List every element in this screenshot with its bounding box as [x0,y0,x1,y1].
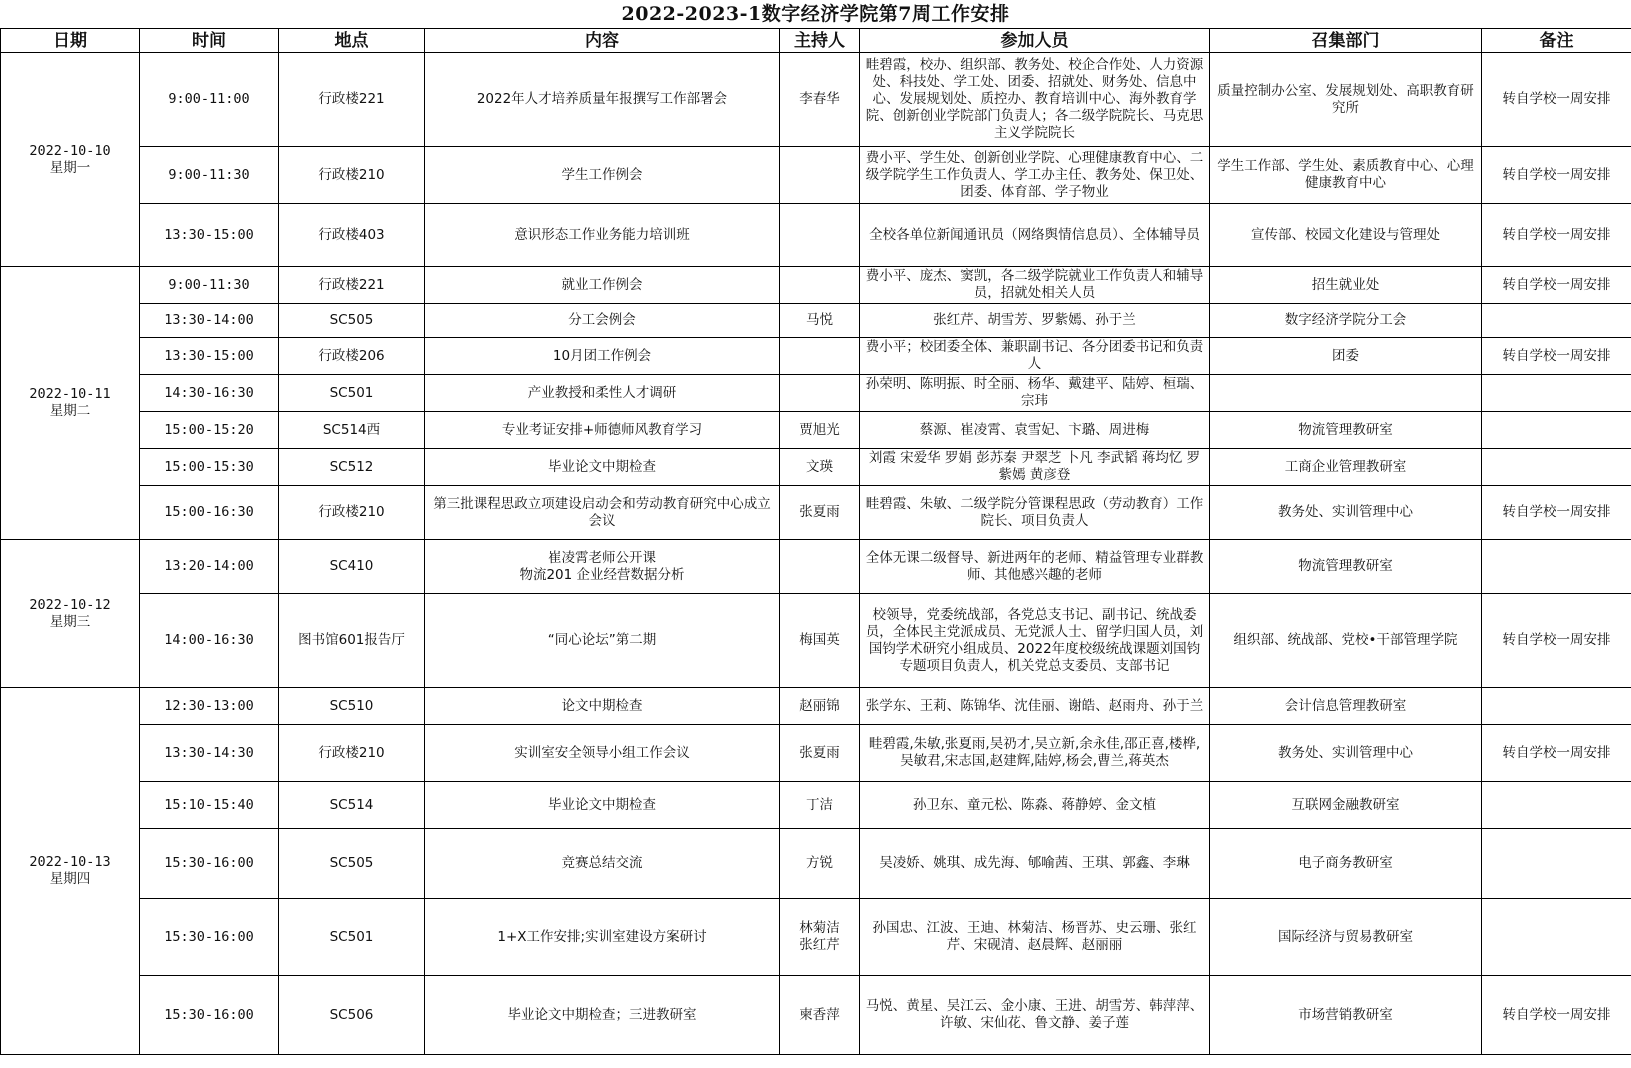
dept-cell: 市场营销教研室 [1210,976,1482,1055]
note-cell [1482,304,1631,338]
place-cell: SC512 [279,449,425,486]
content-cell: 毕业论文中期检查 [425,782,780,829]
place-cell: SC410 [279,540,425,594]
table-row [1,53,1631,147]
table-row [1,976,1631,1055]
day-date: 2022-10-12 [29,596,111,613]
content-cell: 就业工作例会 [425,267,780,304]
dept-cell: 物流管理教研室 [1210,540,1482,594]
host-cell: 贾旭光 [780,412,860,449]
place-cell: SC510 [279,688,425,725]
note-cell: 转自学校一周安排 [1482,725,1631,782]
host-cell: 林菊洁 张红芹 [780,899,860,976]
content-cell: 意识形态工作业务能力培训班 [425,204,780,267]
attendees-cell: 孙卫东、童元松、陈淼、蒋静婷、金文植 [860,782,1210,829]
place-cell: 行政楼210 [279,147,425,204]
content-cell: 第三批课程思政立项建设启动会和劳动教育研究中心成立会议 [425,486,780,540]
dept-cell: 教务处、实训管理中心 [1210,725,1482,782]
host-cell [780,338,860,375]
time-cell: 15:30-16:00 [140,976,279,1055]
header-host: 主持人 [780,29,860,53]
attendees-cell: 全体无课二级督导、新进两年的老师、精益管理专业群教师、其他感兴趣的老师 [860,540,1210,594]
place-cell: SC501 [279,899,425,976]
time-cell: 15:10-15:40 [140,782,279,829]
host-cell [780,267,860,304]
host-cell: 梅国英 [780,594,860,688]
header-row [1,29,1631,53]
host-cell: 柬香萍 [780,976,860,1055]
attendees-cell: 张红芹、胡雪芳、罗紫嫣、孙于兰 [860,304,1210,338]
time-cell: 15:30-16:00 [140,829,279,899]
header-attendees: 参加人员 [860,29,1210,53]
note-cell: 转自学校一周安排 [1482,338,1631,375]
dept-cell: 组织部、统战部、党校•干部管理学院 [1210,594,1482,688]
header-place: 地点 [279,29,425,53]
attendees-cell: 费小平、庞杰、窦凯，各二级学院就业工作负责人和辅导员，招就处相关人员 [860,267,1210,304]
attendees-cell: 孙国忠、江波、王迪、林菊洁、杨晋苏、史云珊、张红芹、宋砚清、赵晨辉、赵丽丽 [860,899,1210,976]
dept-cell: 电子商务教研室 [1210,829,1482,899]
day-weekday: 星期三 [49,613,91,630]
host-cell: 文瑛 [780,449,860,486]
host-cell: 张夏雨 [780,725,860,782]
attendees-cell: 费小平；校团委全体、兼职副书记、各分团委书记和负责人 [860,338,1210,375]
attendees-cell: 刘霞 宋爱华 罗娟 彭苏秦 尹翠芝 卜凡 李武韬 蒋均忆 罗紫嫣 黄彦登 [860,449,1210,486]
host-cell: 方锐 [780,829,860,899]
day-cell [1,267,140,540]
host-cell: 李春华 [780,53,860,147]
place-cell: 行政楼221 [279,267,425,304]
time-cell: 9:00-11:30 [140,267,279,304]
table-row [1,688,1631,725]
place-cell: 行政楼206 [279,338,425,375]
note-cell [1482,375,1631,412]
note-cell: 转自学校一周安排 [1482,267,1631,304]
place-cell: 行政楼210 [279,725,425,782]
time-cell: 13:30-14:30 [140,725,279,782]
note-cell: 转自学校一周安排 [1482,486,1631,540]
content-cell: 学生工作例会 [425,147,780,204]
table-row [1,338,1631,375]
dept-cell: 质量控制办公室、发展规划处、高职教育研究所 [1210,53,1482,147]
place-cell: SC501 [279,375,425,412]
content-cell: 崔凌霄老师公开课 物流201 企业经营数据分析 [425,540,780,594]
place-cell: 行政楼403 [279,204,425,267]
dept-cell: 物流管理教研室 [1210,412,1482,449]
attendees-cell: 校领导，党委统战部，各党总支书记、副书记、统战委员，全体民主党派成员、无党派人士、留学归国人员，刘国钧学术研究小组成员、2022年度校级统战课题刘国钧专题项目负责人，机关党总支委员、支部书记 [860,594,1210,688]
dept-cell: 学生工作部、学生处、素质教育中心、心理健康教育中心 [1210,147,1482,204]
table-row [1,540,1631,594]
table-row [1,899,1631,976]
note-cell [1482,899,1631,976]
dept-cell: 互联网金融教研室 [1210,782,1482,829]
day-weekday: 星期二 [49,403,91,419]
host-cell [780,375,860,412]
place-cell: SC505 [279,829,425,899]
header-time: 时间 [140,29,279,53]
host-cell: 张夏雨 [780,486,860,540]
content-cell: 毕业论文中期检查；三进教研室 [425,976,780,1055]
note-cell: 转自学校一周安排 [1482,204,1631,267]
attendees-cell: 畦碧霞、朱敏、二级学院分管课程思政（劳动教育）工作院长、项目负责人 [860,486,1210,540]
attendees-cell: 蔡源、崔凌霄、袁雪妃、卞璐、周进梅 [860,412,1210,449]
dept-cell: 教务处、实训管理中心 [1210,486,1482,540]
table-row [1,782,1631,829]
day-date: 2022-10-13 [29,854,111,870]
place-cell: 行政楼210 [279,486,425,540]
host-cell: 丁洁 [780,782,860,829]
table-row [1,486,1631,540]
place-cell: SC506 [279,976,425,1055]
time-cell: 15:00-16:30 [140,486,279,540]
content-cell: 实训室安全领导小组工作会议 [425,725,780,782]
page-title: 2022-2023-1数字经济学院第7周工作安排 [621,3,1010,25]
attendees-cell: 马悦、黄星、吴江云、金小康、王进、胡雪芳、韩萍萍、许敏、宋仙花、鲁文静、姜子莲 [860,976,1210,1055]
attendees-cell: 吴凌娇、姚琪、成先海、郇喻茜、王琪、郭鑫、李琳 [860,829,1210,899]
note-cell [1482,412,1631,449]
note-cell: 转自学校一周安排 [1482,976,1631,1055]
time-cell: 13:30-15:00 [140,204,279,267]
content-cell: 产业教授和柔性人才调研 [425,375,780,412]
attendees-cell: 张学东、王莉、陈锦华、沈佳丽、谢皓、赵雨舟、孙于兰 [860,688,1210,725]
host-cell [780,540,860,594]
note-cell [1482,540,1631,594]
content-cell: 竞赛总结交流 [425,829,780,899]
header-content: 内容 [425,29,780,53]
table-row [1,829,1631,899]
note-cell [1482,782,1631,829]
time-cell: 9:00-11:30 [140,147,279,204]
table-row [1,204,1631,267]
host-cell [780,147,860,204]
host-cell: 马悦 [780,304,860,338]
content-cell: 2022年人才培养质量年报撰写工作部署会 [425,53,780,147]
dept-cell: 会计信息管理教研室 [1210,688,1482,725]
day-weekday: 星期四 [49,871,91,887]
dept-cell: 宣传部、校园文化建设与管理处 [1210,204,1482,267]
time-cell: 13:30-15:00 [140,338,279,375]
time-cell: 14:30-16:30 [140,375,279,412]
dept-cell: 数字经济学院分工会 [1210,304,1482,338]
table-row [1,594,1631,688]
attendees-cell: 孙荣明、陈明振、时全丽、杨华、戴建平、陆婷、桓瑞、宗玮 [860,375,1210,412]
time-cell: 14:00-16:30 [140,594,279,688]
time-cell: 15:00-15:30 [140,449,279,486]
time-cell: 13:30-14:00 [140,304,279,338]
content-cell: 10月团工作例会 [425,338,780,375]
place-cell: SC514西 [279,412,425,449]
day-cell [1,53,140,267]
attendees-cell: 全校各单位新闻通讯员（网络舆情信息员）、全体辅导员 [860,204,1210,267]
day-date: 2022-10-11 [29,386,111,402]
header-note: 备注 [1482,29,1631,53]
time-cell: 12:30-13:00 [140,688,279,725]
day-cell [1,688,140,1055]
table-row [1,147,1631,204]
place-cell: SC505 [279,304,425,338]
schedule-table [0,28,1631,1055]
dept-cell [1210,375,1482,412]
note-cell [1482,449,1631,486]
note-cell: 转自学校一周安排 [1482,147,1631,204]
time-cell: 9:00-11:00 [140,53,279,147]
attendees-cell: 费小平、学生处、创新创业学院、心理健康教育中心、二级学院学生工作负责人、学工办主任、教务处、保卫处、团委、体育部、学子物业 [860,147,1210,204]
content-cell: 专业考证安排+师德师风教育学习 [425,412,780,449]
day-weekday: 星期一 [49,159,91,176]
attendees-cell: 畦碧霞，校办、组织部、教务处、校企合作处、人力资源处、科技处、学工处、团委、招就处、财务处、信息中心、发展规划处、质控办、教育培训中心、海外教育学院、创新创业学院部门负责人；各二级学院院长、马克思主义学院院长 [860,53,1210,147]
content-cell: 分工会例会 [425,304,780,338]
place-cell: 行政楼221 [279,53,425,147]
note-cell: 转自学校一周安排 [1482,594,1631,688]
dept-cell: 招生就业处 [1210,267,1482,304]
header-date: 日期 [1,29,140,53]
dept-cell: 国际经济与贸易教研室 [1210,899,1482,976]
day-cell [1,540,140,688]
table-row [1,304,1631,338]
table-row [1,412,1631,449]
content-cell: 1+X工作安排;实训室建设方案研讨 [425,899,780,976]
note-cell [1482,688,1631,725]
dept-cell: 团委 [1210,338,1482,375]
place-cell: SC514 [279,782,425,829]
note-cell [1482,829,1631,899]
attendees-cell: 畦碧霞,朱敏,张夏雨,吴礽才,吴立新,余永佳,邵正喜,楼桦,吴敏君,宋志国,赵建辉,陆婷,杨会,曹兰,蒋英杰 [860,725,1210,782]
header-dept: 召集部门 [1210,29,1482,53]
content-cell: “同心论坛”第二期 [425,594,780,688]
table-row [1,449,1631,486]
content-cell: 毕业论文中期检查 [425,449,780,486]
table-row [1,375,1631,412]
host-cell [780,204,860,267]
time-cell: 15:00-15:20 [140,412,279,449]
note-cell: 转自学校一周安排 [1482,53,1631,147]
table-row [1,725,1631,782]
day-date: 2022-10-10 [29,142,111,159]
time-cell: 15:30-16:00 [140,899,279,976]
place-cell: 图书馆601报告厅 [279,594,425,688]
host-cell: 赵丽锦 [780,688,860,725]
time-cell: 13:20-14:00 [140,540,279,594]
dept-cell: 工商企业管理教研室 [1210,449,1482,486]
content-cell: 论文中期检查 [425,688,780,725]
table-row [1,267,1631,304]
